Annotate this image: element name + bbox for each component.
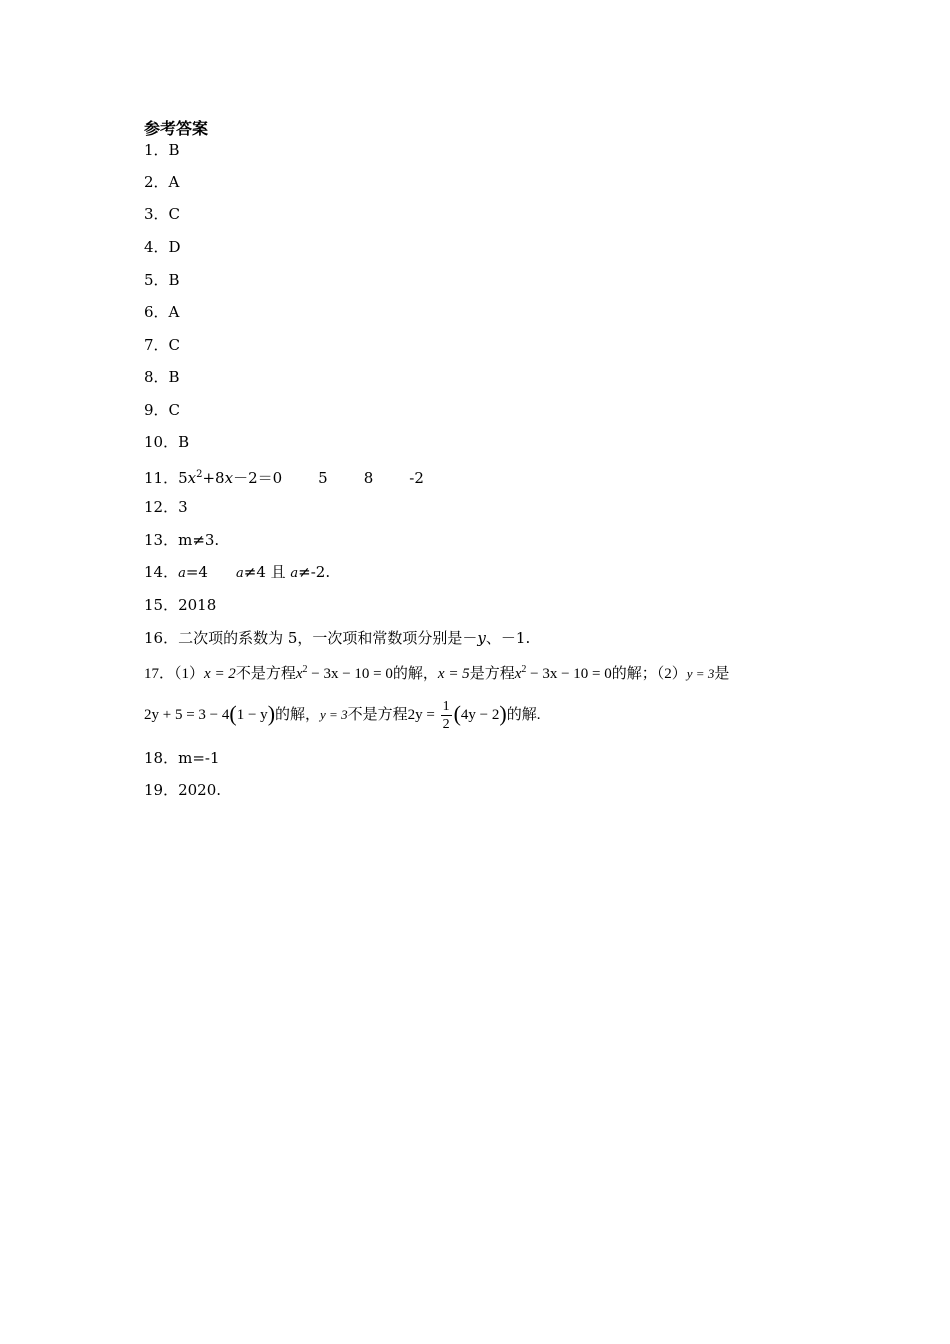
answer-16: 16．二次项的系数为 5，一次项和常数项分别是－y、－1. [144, 629, 531, 647]
answer-18: 18．m=-1 [144, 749, 220, 767]
answer-4: 4．D [144, 238, 181, 256]
fraction-one-half: $\frac{1}{2}$ [442, 699, 450, 733]
answer-1: 1．B [144, 141, 180, 159]
answer-12: 12．3 [144, 498, 188, 516]
answer-8: 8．B [144, 368, 180, 386]
answer-7: 7．C [144, 336, 181, 354]
answer-9: 9．C [144, 401, 181, 419]
answer-15: 15．2018 [144, 596, 217, 614]
answer-17-line-1: 17．（1）x = 2不是方程$x^2 - 3x - 10 = 0$的解，x = 5是方程$x^2 - 3x - 10 = 0$的解；（2）y = 3是 [144, 664, 730, 682]
answer-2: 2．A [144, 173, 180, 191]
answer-10: 10．B [144, 433, 190, 451]
answer-17-line-2: 2y + 5 = 3 − 4(1 − y)的解，y = 3不是方程2y = $\frac{1}{2}$ (4y − 2)的解. [144, 699, 541, 733]
answer-11: 11．$5x^2+8x-2=0$ 5 8 -2 [144, 469, 424, 487]
page-title: 参考答案 [144, 119, 209, 138]
answer-13: 13．m≠3. [144, 531, 220, 549]
answer-6: 6．A [144, 303, 180, 321]
answer-3: 3．C [144, 205, 181, 223]
answer-5: 5．B [144, 271, 180, 289]
answer-14: 14．a=4 a≠4 且 a≠-2. [144, 563, 331, 581]
answer-19: 19．2020. [144, 781, 222, 799]
